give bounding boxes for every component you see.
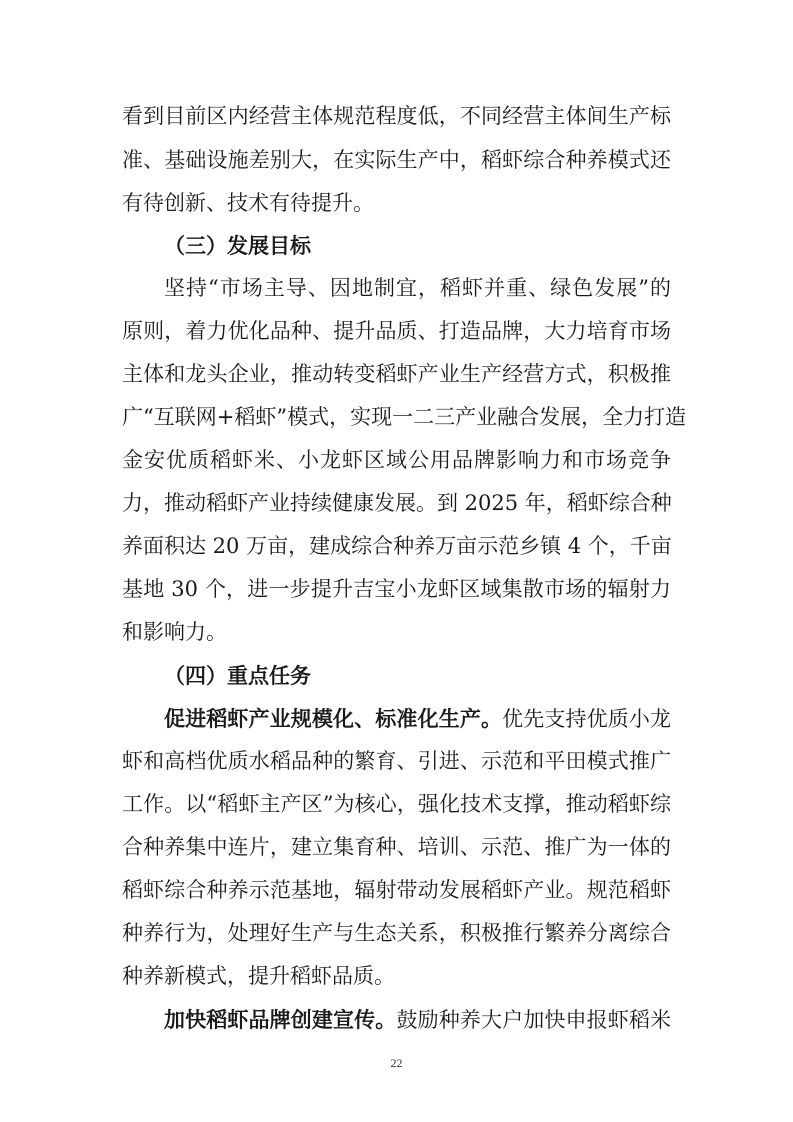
task-1-line-2: 虾和高档优质水稻品种的繁育、引进、示范和平田模式推广: [122, 749, 671, 773]
section-3-line-1: 坚持“市场主导、因地制宜，稻虾并重、绿色发展”的: [164, 276, 671, 300]
task-1-line-6: 种养行为，处理好生产与生态关系，积极推行繁养分离综合: [122, 921, 671, 945]
task-2-first-line-rest: 鼓励种养大户加快申报虾稻米: [396, 1008, 672, 1032]
intro-line-2: 准、基础设施差别大，在实际生产中，稻虾综合种养模式还: [122, 148, 671, 172]
section-3-line-7: 养面积达 20 万亩，建成综合种养万亩示范乡镇 4 个，千亩: [122, 534, 672, 558]
task-1-line-7: 种养新模式，提升稻虾品质。: [122, 964, 395, 988]
page-number: 22: [390, 1056, 403, 1070]
section-3-line-6: 力，推动稻虾产业持续健康发展。到 2025 年，稻虾综合种: [122, 491, 672, 515]
task-1-first-line-rest: 优先支持优质小龙: [502, 707, 672, 731]
intro-line-1: 看到目前区内经营主体规范程度低，不同经营主体间生产标: [122, 104, 671, 128]
section-3-line-2: 原则，着力优化品种、提升品质、打造品牌，大力培育市场: [122, 319, 671, 343]
section-3-line-4: 广“互联网+稻虾”模式，实现一二三产业融合发展，全力打造: [122, 405, 687, 429]
task-1-first-line: [164, 708, 671, 730]
section-3-heading: （三）发展目标: [164, 233, 311, 258]
section-3-line-5: 金安优质稻虾米、小龙虾区域公用品牌影响力和市场竞争: [122, 448, 671, 472]
task-1-line-4: 合种养集中连片，建立集育种、培训、示范、推广为一体的: [122, 835, 671, 859]
section-3-line-3: 主体和龙头企业，推动转变稻虾产业生产经营方式，积极推: [122, 362, 671, 386]
section-4-heading: （四）重点任务: [164, 663, 311, 688]
task-1-line-3: 工作。以“稻虾主产区”为核心，强化技术支撑，推动稻虾综: [122, 792, 671, 816]
section-3-line-8: 基地 30 个，进一步提升吉宝小龙虾区域集散市场的辐射力: [122, 577, 671, 601]
task-2-title: 加快稻虾品牌创建宣传。: [164, 1007, 397, 1032]
task-1-line-5: 稻虾综合种养示范基地，辐射带动发展稻虾产业。规范稻虾: [122, 878, 671, 902]
section-3-line-9: 和影响力。: [122, 620, 227, 644]
task-1-title: 促进稻虾产业规模化、标准化生产。: [164, 706, 503, 731]
intro-line-3: 有待创新、技术有待提升。: [122, 191, 374, 215]
task-2-first-line: [164, 1009, 671, 1031]
